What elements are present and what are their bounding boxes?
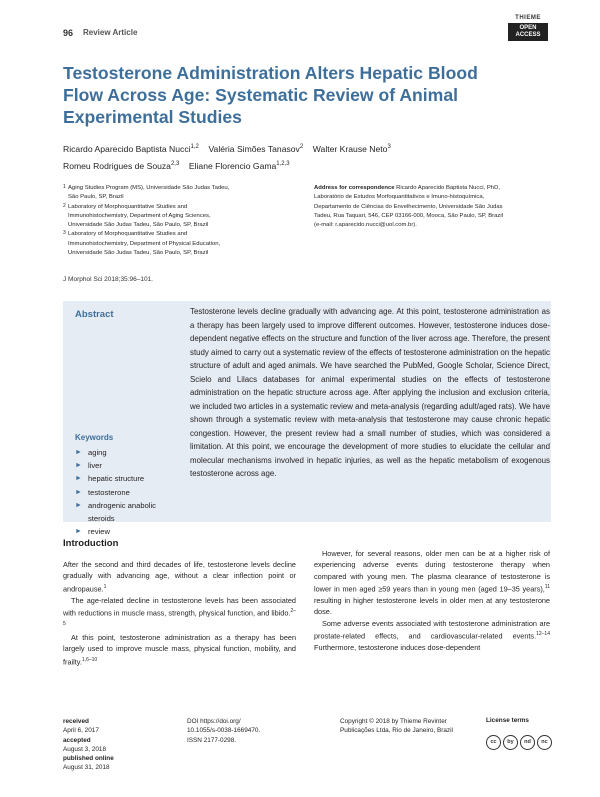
author-list xyxy=(63,140,543,174)
paragraph: At this point, testosterone administration as a therapy has been largely used to improve muscle mass, physical function, mobility, and frailty.$^{1,6-10}$ xyxy=(63,632,296,666)
title-line-1: Testosterone Administration Alters Hepatic Blood xyxy=(63,63,478,83)
title-line-2: Flow Across Age: Systematic Review of Animal xyxy=(63,85,458,105)
running-head: Review Article xyxy=(83,28,138,37)
open-access-line2: ACCESS xyxy=(515,32,541,38)
affiliations xyxy=(63,184,263,258)
abstract-heading: Abstract xyxy=(75,309,114,320)
keyword-item: ► hepatic structure xyxy=(75,472,187,485)
author-affil: 2 xyxy=(299,144,304,150)
body-column-right xyxy=(314,548,550,654)
correspondence-label: Address for correspondence xyxy=(314,185,395,191)
keywords-heading: Keywords xyxy=(75,433,114,442)
arrow-icon: ► xyxy=(75,462,82,470)
journal-citation: J Morphol Sci 2018;35:96–101. xyxy=(63,276,153,283)
author-line-2 xyxy=(63,157,543,174)
reference-marker[interactable]: 11 xyxy=(544,584,550,591)
no-derivatives-icon: nd xyxy=(520,735,535,750)
paragraph: The age-related decline in testosterone levels has been associated with reductions in muscle mass, strength, physical function, and libido.$^{2-5}$ xyxy=(63,595,296,627)
paragraph: Some adverse events associated with testosterone administration are prostate-related effects, and cardiovascular-related events.$^{12-14}$ Furthermore, testosterone induces dose-dependent xyxy=(314,618,550,653)
affiliation-item: 1 Aging Studies Program (MS), Universidade São Judas Tadeu, São Paulo, SP, Brazil xyxy=(63,184,230,201)
author-name[interactable]: Romeu Rodrigues de Souza xyxy=(63,160,171,171)
license-label: License terms xyxy=(486,717,529,724)
author-name[interactable]: Valéria Simões Tanasov xyxy=(208,143,300,154)
paragraph: However, for several reasons, older men can be at a higher risk of experiencing adverse events during testosterone therapy when compared with young men. The plasma clearance of testosterone is lower in men aged ≥59 years than in young men (aged 19–35 years),$^{11}$ resulting in higher testosterone levels in older men at any testosterone dose. xyxy=(314,549,550,617)
affiliation-item: 2 Laboratory of Morphoquantitative Studies and Immunohistochemistry, Department of Aging Sciences, Universidade São Judas Tadeu, São Paulo, SP, Brazil xyxy=(63,202,211,229)
cc-icon: cc xyxy=(486,735,501,750)
author-line-1 xyxy=(63,140,543,157)
correspondence-email[interactable]: (e-mail: r.aparecido.nucci@uol.com.br). xyxy=(314,222,417,229)
non-commercial-icon: nc xyxy=(537,735,552,750)
open-access-line1: OPEN xyxy=(519,25,537,31)
doi-link[interactable]: DOI https://doi.org/ xyxy=(187,718,241,725)
author-name[interactable]: Ricardo Aparecido Baptista Nucci xyxy=(63,143,191,154)
arrow-icon: ► xyxy=(75,501,82,509)
copyright-notice: Copyright © 2018 by Thieme Revinter Publicações Ltda, Rio de Janeiro, Brazil xyxy=(340,718,453,735)
doi-block xyxy=(187,717,260,745)
keyword-item: ► androgenic anabolic xyxy=(75,499,187,512)
arrow-icon: ► xyxy=(75,488,82,496)
paragraph: After the second and third decades of life, testosterone levels decline gradually with advancing age, without a clear inflection point or andropause.$^1$ xyxy=(63,560,296,594)
arrow-icon: ► xyxy=(75,528,82,536)
arrow-icon: ► xyxy=(75,475,82,483)
reference-marker[interactable]: 2–5 xyxy=(63,608,296,627)
title-line-3: Experimental Studies xyxy=(63,107,242,127)
publisher-name: THIEME xyxy=(515,15,541,21)
correspondence-address: Address for correspondence Ricardo Aparecido Baptista Nucci, PhD, Laboratório de Estudos Morfoquantitativos e Imuno-histoquímica, Departamento de Ciências do Envelhecimento, Universidade São Judas Tadeu, Rua Taquari, 546, CEP 03166-000, Mooca, São Paulo, SP, Brazil (e-mail: r.aparecido.nucci@uol.com.br). xyxy=(314,184,550,230)
author-name[interactable]: Walter Krause Neto xyxy=(312,143,388,154)
attribution-icon: by xyxy=(503,735,518,750)
keyword-list xyxy=(75,446,187,538)
keyword-item: ► liver xyxy=(75,459,187,472)
keyword-item-continued: steroids xyxy=(88,514,115,524)
arrow-icon: ► xyxy=(75,449,82,456)
body-column-left xyxy=(63,559,296,667)
article-dates: received April 6, 2017 accepted August 3, 2018 published online August 31, 2018 xyxy=(63,718,114,772)
author-affil: 2,3 xyxy=(170,160,180,167)
affiliation-item: 3 Laboratory of Morphoquantitative Studies and Immunohistochemistry, Department of Physical Education, Universidade São Judas Tadeu, São Paulo, SP, Brazil xyxy=(63,230,221,257)
page-number: 96 xyxy=(63,28,74,38)
author-name[interactable]: Eliane Florencio Gama xyxy=(188,160,277,171)
author-affil: 1,2,3 xyxy=(276,160,290,167)
introduction-heading: Introduction xyxy=(63,538,119,549)
license-icons[interactable] xyxy=(486,730,554,750)
keyword-item: ► review xyxy=(75,525,187,538)
reference-marker[interactable]: 1,6–10 xyxy=(81,656,98,663)
abstract-text: Testosterone levels decline gradually with advancing age. At this point, testosterone administration as a therapy has been largely used to improve different outcomes. However, testosterone induces dose-dependent negative effects on the structure and function of the liver across age. Therefore, the present study aimed to carry out a systematic review of the effects of testosterone administration on the hepatic structure of adult and aged animals. We have searched the PubMed, Google Scholar, Science Direct, Scielo and Lilacs databases for animal experimental studies on the effects of testosterone administration on the hepatic structure across age. After applying the inclusion and exclusion criteria, we included two articles in a systematic review and meta-analysis (regarding adult/aged rats). We have shown through a systematic review with meta-analysis that testosterone may cause chronic hepatic congestion. However, the present review had a small number of studies, which was considered a limitation. At this point, we encourage the development of more studies to elucidate the cellular and molecular mechanisms involved in hepatic injuries, as well as the hepatic metabolism of exogenous testosterone across age. xyxy=(190,307,550,478)
author-affil: 3 xyxy=(387,144,391,150)
open-access-badge xyxy=(508,23,548,41)
issn: ISSN 2177-0298. xyxy=(187,736,237,744)
author-affil: 1,2 xyxy=(190,144,199,150)
keyword-item: ► testosterone xyxy=(75,486,187,499)
reference-marker[interactable]: 12–14 xyxy=(536,631,550,638)
keyword-item: ► aging xyxy=(75,446,187,459)
publisher-logo xyxy=(508,15,548,41)
article-title xyxy=(63,62,543,128)
doi-number[interactable]: 10.1055/s-0038-1669470. xyxy=(187,727,261,735)
reference-marker[interactable]: 1 xyxy=(103,583,107,590)
